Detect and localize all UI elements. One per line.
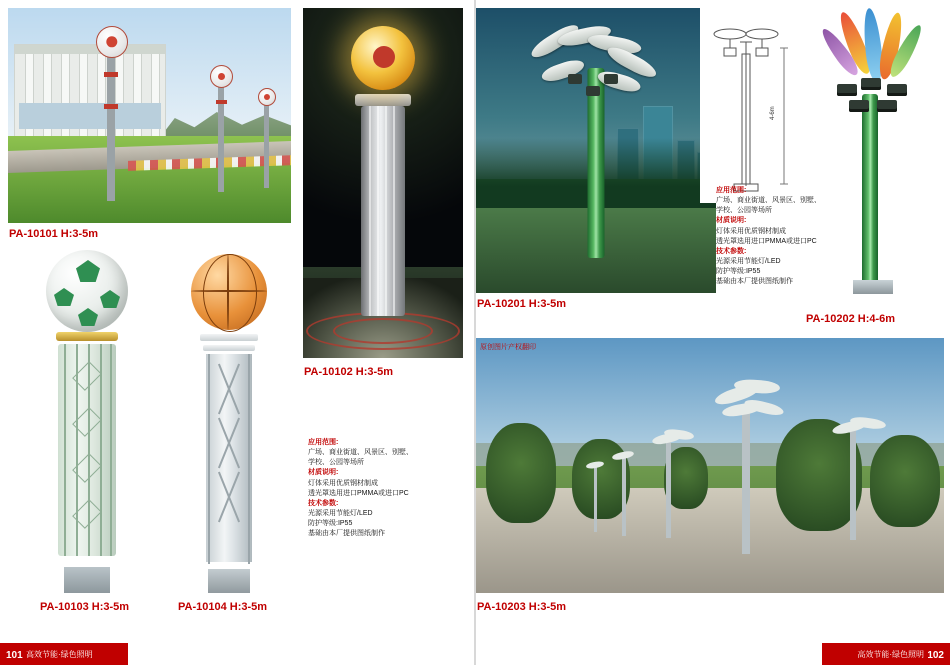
photo-pa10101	[8, 8, 291, 223]
football-globe-large	[46, 250, 128, 332]
page-spine	[474, 0, 476, 665]
caption-pa10203: PA-10203 H:3-5m	[477, 601, 567, 613]
stadium-building	[14, 44, 166, 141]
lamp-pole-3	[264, 100, 269, 188]
football-globe-lit	[351, 26, 415, 90]
plaza-ring-inner	[333, 318, 433, 344]
concrete-base-2	[208, 569, 250, 593]
pole-band-3	[216, 100, 227, 104]
spec-left-tech-title: 技术参数:	[308, 499, 339, 507]
spec-left-tech-3: 基础由本厂提供图纸制作	[308, 530, 385, 538]
lamp-pole-2	[218, 80, 224, 192]
spec-right-material-2: 透光罩选用进口PMMA或进口PC	[716, 237, 817, 245]
basketball-globe	[191, 254, 267, 330]
spec-right-tech-2: 防护等级:IP55	[716, 268, 761, 276]
lamp-head-e	[877, 100, 897, 112]
page-number-right: 102	[927, 650, 944, 661]
tree-1	[486, 423, 556, 523]
lamp-head-3	[586, 86, 600, 96]
spec-right-scope-2: 学校、公园等场所	[716, 207, 772, 215]
torch-column	[361, 106, 405, 316]
spec-left-scope-title: 应用范围:	[308, 439, 339, 446]
pole-base	[853, 280, 893, 294]
technical-drawing-pa10202	[700, 8, 795, 203]
copyright-note: 原创图片产权翻印	[480, 344, 536, 351]
lamp-head-b	[861, 78, 881, 90]
photo-pa10201	[476, 8, 716, 293]
photo-pa10104	[168, 248, 290, 593]
gold-ring	[56, 332, 118, 341]
lamp-pole-b	[666, 442, 671, 538]
top-plate-1	[200, 334, 258, 341]
lamp-head-2	[604, 74, 618, 84]
spec-left-material-title: 材质说明:	[308, 469, 339, 477]
drawing-svg	[700, 8, 795, 203]
spec-left-scope-1: 广场、商业街道、风景区、别墅、	[308, 449, 413, 457]
spec-right-material-1: 灯体采用优质钢材制成	[716, 227, 786, 235]
spec-left-tech-1: 光源采用节能灯/LED	[308, 509, 373, 517]
spec-right	[716, 186, 846, 287]
footer-text-left: 高效节能·绿色照明	[26, 650, 93, 659]
spec-right-tech-title: 技术参数:	[716, 247, 747, 255]
caption-pa10201: PA-10201 H:3-5m	[477, 298, 567, 310]
caption-pa10202: PA-10202 H:4-6m	[806, 313, 896, 325]
caption-pa10104: PA-10104 H:3-5m	[178, 601, 268, 613]
lamp-pole-e	[850, 430, 856, 540]
concrete-base	[64, 567, 110, 593]
lamp-pole-c	[622, 458, 626, 536]
spec-left-material-1: 灯体采用优质钢材制成	[308, 479, 378, 487]
photo-pa10102	[303, 8, 463, 358]
photo-pa10203	[476, 338, 944, 593]
lamp-head-1	[568, 74, 582, 84]
spec-right-scope-title: 应用范围:	[716, 187, 747, 194]
tree-4	[870, 435, 940, 527]
spec-left-material-2: 透光罩选用进口PMMA或进口PC	[308, 489, 409, 497]
spec-right-tech-1: 光源采用节能灯/LED	[716, 257, 781, 265]
page-number-left: 101	[6, 650, 23, 661]
spec-right-scope-1: 广场、商业街道、风景区、别墅、	[716, 197, 821, 205]
lamp-head-c	[887, 84, 907, 96]
pole-cage	[58, 344, 116, 556]
lamp-head-d	[849, 100, 869, 112]
football-globe-1	[96, 26, 128, 58]
feather-pole-stem	[862, 94, 878, 294]
spec-left-tech-2: 防护等级:IP55	[308, 520, 353, 528]
lamp-pole-d	[594, 466, 597, 532]
photo-pa10103	[26, 248, 148, 593]
caption-pa10101: PA-10101 H:3-5m	[9, 228, 99, 240]
footer	[0, 643, 950, 665]
spec-right-material-title: 材质说明:	[716, 217, 747, 225]
caption-pa10102: PA-10102 H:3-5m	[304, 366, 394, 378]
spec-left-scope-2: 学校、公园等场所	[308, 459, 364, 467]
lamp-cap	[355, 94, 411, 106]
top-plate-2	[203, 345, 255, 351]
footer-text-right: 高效节能·绿色照明	[857, 650, 924, 659]
caption-pa10103: PA-10103 H:3-5m	[40, 601, 130, 613]
lattice-column	[206, 354, 252, 562]
pole-band-2	[104, 104, 118, 109]
torch-lamp	[351, 26, 415, 316]
green-pole-mast	[588, 68, 605, 258]
spec-left	[308, 438, 438, 539]
svg-text:4-6m: 4-6m	[770, 106, 776, 120]
pole-band-1	[104, 72, 118, 77]
spec-right-tech-3: 基础由本厂提供图纸制作	[716, 278, 793, 286]
lamp-pole-main	[742, 404, 750, 554]
football-globe-3	[258, 88, 276, 106]
football-globe-2	[210, 65, 233, 88]
lamp-pole-1	[107, 46, 115, 201]
lamp-head-a	[837, 84, 857, 96]
